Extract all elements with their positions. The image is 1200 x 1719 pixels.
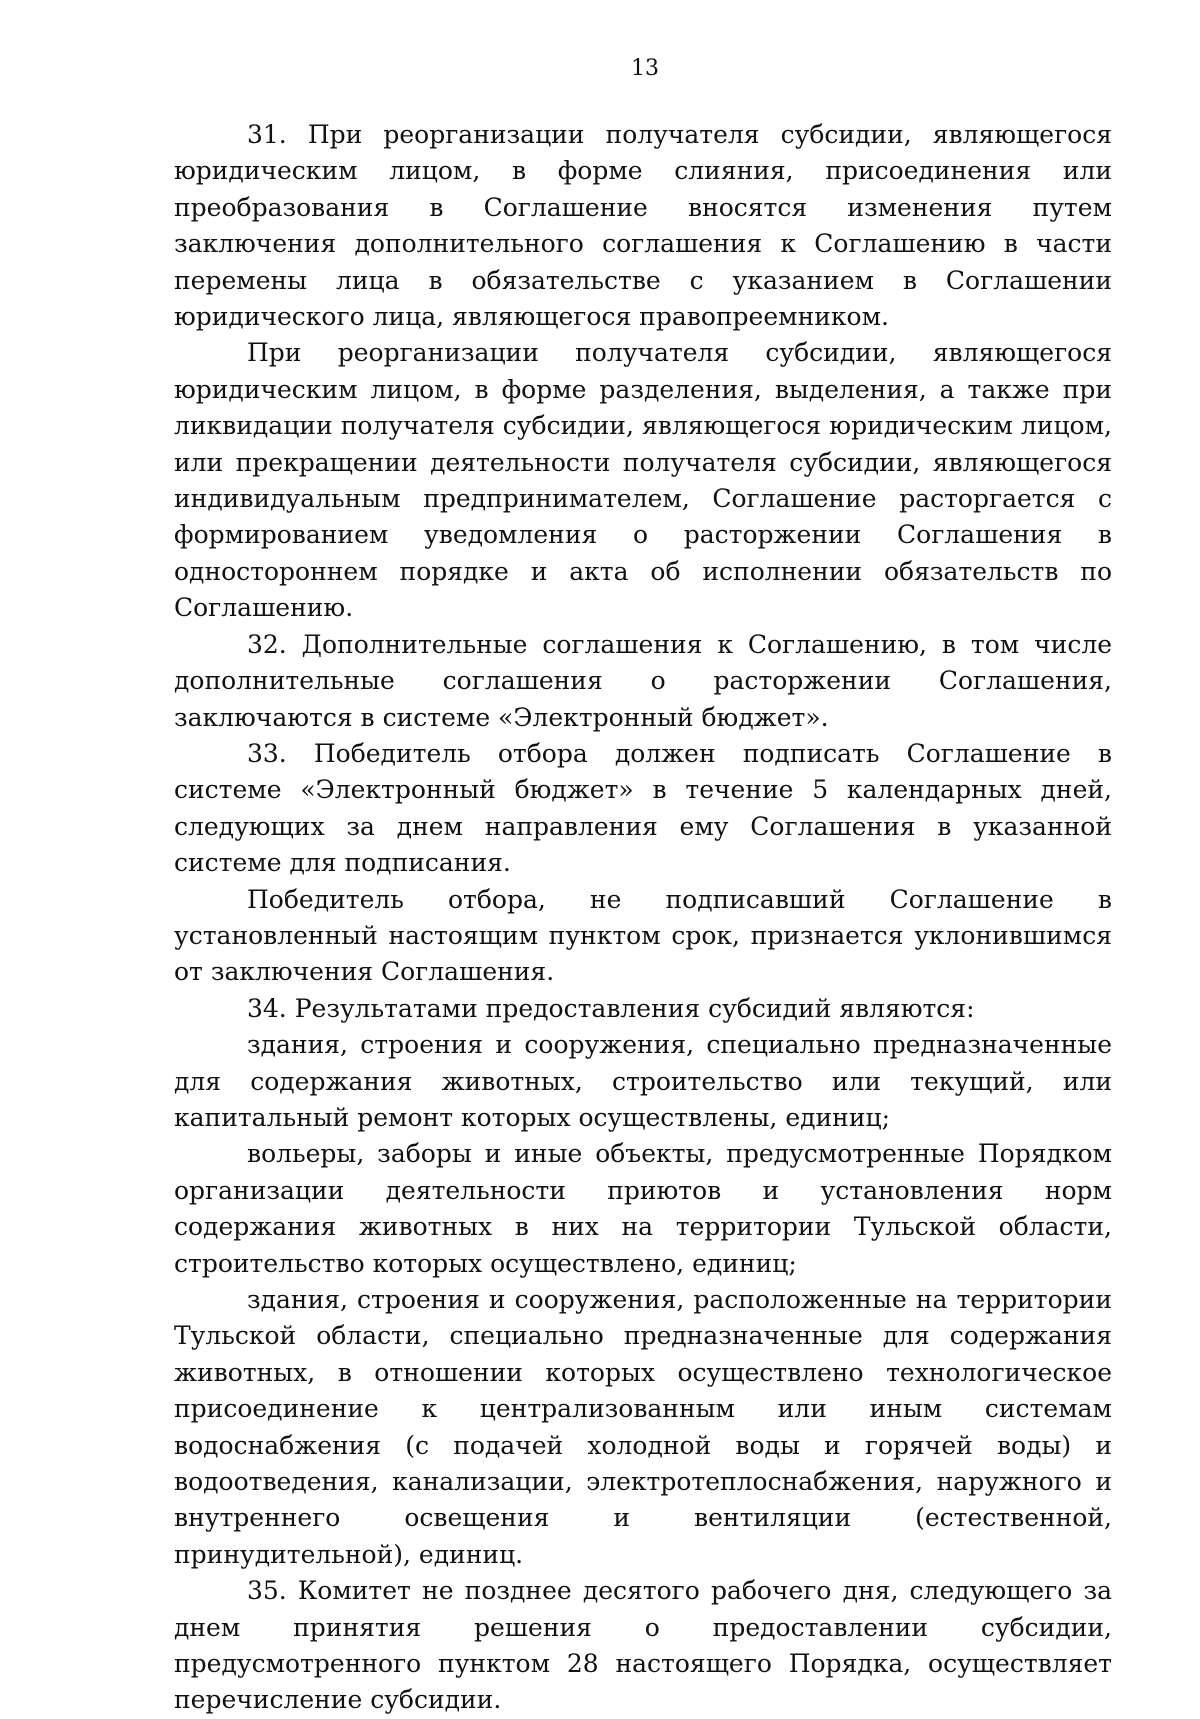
paragraph-34: 34. Результатами предоставления субсидий являются: — [247, 993, 975, 1023]
paragraph-31-reorganization-termination: При реорганизации получателя субсидии, являющегося юридическим лицом, в форме разделения, выделения, а также при ликвидации получателя субсидии, являющегося юридическим лицом, или прекращении деятельности получателя субсидии, являющегося индивидуальным предпринимателем, Соглашение расторгается с формированием уведомления о расторжении Соглашения в одностороннем порядке и акта об исполнении обязательств по Соглашению. — [174, 338, 1112, 623]
paragraph-33-evasion: Победитель отбора, не подписавший Соглашение в установленный настоящим пунктом срок, признается уклонившимся от заключения Соглашения. — [174, 884, 1112, 987]
paragraph-35: 35. Комитет не позднее десятого рабочего дня, следующего за днем принятия решения о предоставлении субсидии, предусмотренного пунктом 28 настоящего Порядка, осуществляет перечисление субсидии. — [174, 1576, 1112, 1715]
paragraph-31: 31. При реорганизации получателя субсидии, являющегося юридическим лицом, в форме слияния, присоединения или преобразования в Соглашение вносятся изменения путем заключения дополнительного соглашения к Соглашению в части перемены лица в обязательстве с указанием в Соглашении юридического лица, являющегося правопреемником. — [174, 120, 1112, 332]
document-body — [174, 117, 1112, 1719]
result-item-utilities-connection: здания, строения и сооружения, расположенные на территории Тульской области, специально предназначенные для содержания животных, в отношении которых осуществлено технологическое присоединение к централизованным или иным системам водоснабжения (с подачей холодной воды и горячей воды) и водоотведения, канализации, электротеплоснабжения, наружного и внутреннего освещения и вентиляции (естественной, принудительной), единиц. — [174, 1285, 1112, 1569]
result-item-buildings: здания, строения и сооружения, специально предназначенные для содержания животных, строительство или текущий, или капитальный ремонт которых осуществлены, единиц; — [174, 1030, 1112, 1132]
paragraph-33: 33. Победитель отбора должен подписать Соглашение в системе «Электронный бюджет» в течение 5 календарных дней, следующих за днем направления ему Соглашения в указанной системе для подписания. — [174, 738, 1112, 878]
page-number: 13 — [631, 56, 659, 81]
result-item-enclosures: вольеры, заборы и иные объекты, предусмотренные Порядком организации деятельности приютов и установления норм содержания животных в них на территории Тульской области, строительство которых осуществлено, единиц; — [174, 1139, 1112, 1278]
paragraph-32: 32. Дополнительные соглашения к Соглашению, в том числе дополнительные соглашения о расторжении Соглашения, заключаются в системе «Электронный бюджет». — [174, 629, 1112, 732]
